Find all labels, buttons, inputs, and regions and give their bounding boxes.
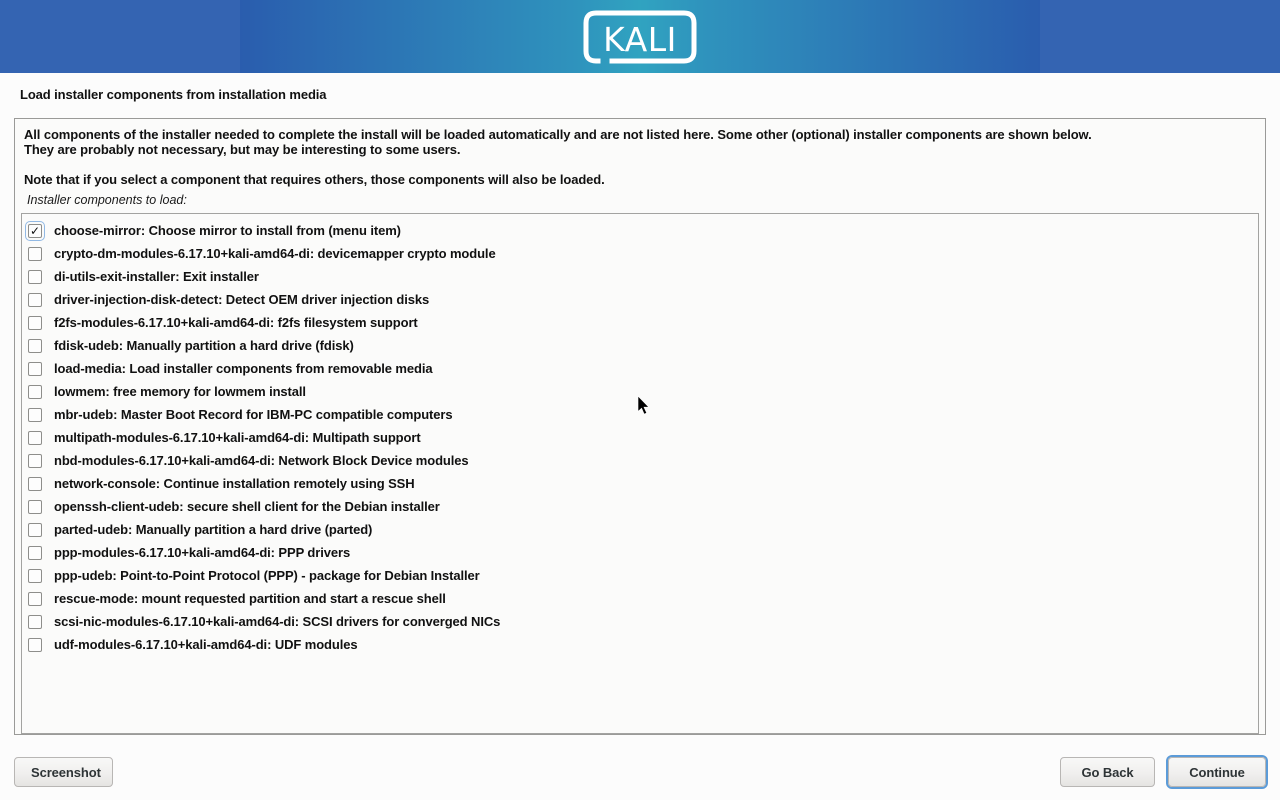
component-row[interactable] bbox=[22, 541, 1258, 564]
component-label: fdisk-udeb: Manually partition a hard drive (fdisk) bbox=[54, 338, 354, 353]
component-label: lowmem: free memory for lowmem install bbox=[54, 384, 306, 399]
go-back-button[interactable]: Go Back bbox=[1060, 757, 1155, 787]
component-label: rescue-mode: mount requested partition and start a rescue shell bbox=[54, 591, 446, 606]
checkbox-unchecked-icon[interactable] bbox=[28, 523, 42, 537]
continue-button[interactable]: Continue bbox=[1168, 757, 1266, 787]
checkbox-unchecked-icon[interactable] bbox=[28, 638, 42, 652]
checkbox-unchecked-icon[interactable] bbox=[28, 500, 42, 514]
kali-logo-text: KALI bbox=[603, 20, 677, 59]
checkbox-unchecked-icon[interactable] bbox=[28, 385, 42, 399]
checkbox-unchecked-icon[interactable] bbox=[28, 615, 42, 629]
checkbox-unchecked-icon[interactable] bbox=[28, 592, 42, 606]
component-label: crypto-dm-modules-6.17.10+kali-amd64-di: devicemapper crypto module bbox=[54, 246, 496, 261]
checkbox-unchecked-icon[interactable] bbox=[28, 247, 42, 261]
component-label: nbd-modules-6.17.10+kali-amd64-di: Network Block Device modules bbox=[54, 453, 469, 468]
component-row[interactable] bbox=[22, 380, 1258, 403]
checkbox-unchecked-icon[interactable] bbox=[28, 569, 42, 583]
checkbox-unchecked-icon[interactable] bbox=[28, 270, 42, 284]
component-row[interactable] bbox=[22, 449, 1258, 472]
page-title: Load installer components from installation media bbox=[20, 87, 327, 102]
component-row[interactable] bbox=[22, 357, 1258, 380]
component-row[interactable] bbox=[22, 472, 1258, 495]
component-label: scsi-nic-modules-6.17.10+kali-amd64-di: SCSI drivers for converged NICs bbox=[54, 614, 501, 629]
component-label: ppp-udeb: Point-to-Point Protocol (PPP) - package for Debian Installer bbox=[54, 568, 480, 583]
component-label: load-media: Load installer components from removable media bbox=[54, 361, 433, 376]
component-label: udf-modules-6.17.10+kali-amd64-di: UDF modules bbox=[54, 637, 358, 652]
component-row[interactable] bbox=[22, 587, 1258, 610]
component-row[interactable] bbox=[22, 219, 1258, 242]
main-content bbox=[14, 118, 1266, 735]
intro-line-2: They are probably not necessary, but may be interesting to some users. bbox=[24, 142, 461, 157]
component-row[interactable] bbox=[22, 288, 1258, 311]
component-row[interactable] bbox=[22, 518, 1258, 541]
component-label: f2fs-modules-6.17.10+kali-amd64-di: f2fs filesystem support bbox=[54, 315, 418, 330]
component-row[interactable] bbox=[22, 242, 1258, 265]
component-label: driver-injection-disk-detect: Detect OEM driver injection disks bbox=[54, 292, 430, 307]
component-row[interactable] bbox=[22, 633, 1258, 656]
checkbox-unchecked-icon[interactable] bbox=[28, 477, 42, 491]
component-row[interactable] bbox=[22, 403, 1258, 426]
checkbox-unchecked-icon[interactable] bbox=[28, 431, 42, 445]
component-label: choose-mirror: Choose mirror to install from (menu item) bbox=[54, 223, 401, 238]
checkbox-unchecked-icon[interactable] bbox=[28, 293, 42, 307]
component-row[interactable] bbox=[22, 564, 1258, 587]
checkbox-unchecked-icon[interactable] bbox=[28, 408, 42, 422]
checkbox-checked-icon[interactable]: ✓ bbox=[29, 223, 41, 238]
kali-logo-icon bbox=[583, 10, 697, 64]
component-label: ppp-modules-6.17.10+kali-amd64-di: PPP drivers bbox=[54, 545, 351, 560]
component-label: multipath-modules-6.17.10+kali-amd64-di: Multipath support bbox=[54, 430, 421, 445]
header-banner bbox=[0, 0, 1280, 73]
checkbox-unchecked-icon[interactable] bbox=[28, 362, 42, 376]
component-label: network-console: Continue installation remotely using SSH bbox=[54, 476, 415, 491]
component-row[interactable] bbox=[22, 610, 1258, 633]
component-row[interactable] bbox=[22, 311, 1258, 334]
checkbox-unchecked-icon[interactable] bbox=[28, 339, 42, 353]
component-row[interactable] bbox=[22, 495, 1258, 518]
intro-line-1: All components of the installer needed to complete the install will be loaded automatically and are not listed here. Some other (optional) installer components are shown below. bbox=[24, 127, 1092, 142]
component-label: parted-udeb: Manually partition a hard drive (parted) bbox=[54, 522, 373, 537]
screenshot-button[interactable]: Screenshot bbox=[14, 757, 113, 787]
component-row[interactable] bbox=[22, 426, 1258, 449]
checkbox-unchecked-icon[interactable] bbox=[28, 546, 42, 560]
list-caption: Installer components to load: bbox=[27, 193, 187, 207]
intro-text bbox=[24, 127, 1249, 157]
component-row[interactable] bbox=[22, 334, 1258, 357]
component-label: di-utils-exit-installer: Exit installer bbox=[54, 269, 259, 284]
component-label: mbr-udeb: Master Boot Record for IBM-PC compatible computers bbox=[54, 407, 453, 422]
note-text: Note that if you select a component that requires others, those components will also be loaded. bbox=[24, 172, 605, 187]
component-label: openssh-client-udeb: secure shell client for the Debian installer bbox=[54, 499, 440, 514]
checkbox-unchecked-icon[interactable] bbox=[28, 316, 42, 330]
checkbox-unchecked-icon[interactable] bbox=[28, 454, 42, 468]
component-row[interactable] bbox=[22, 265, 1258, 288]
component-list[interactable] bbox=[21, 213, 1259, 734]
